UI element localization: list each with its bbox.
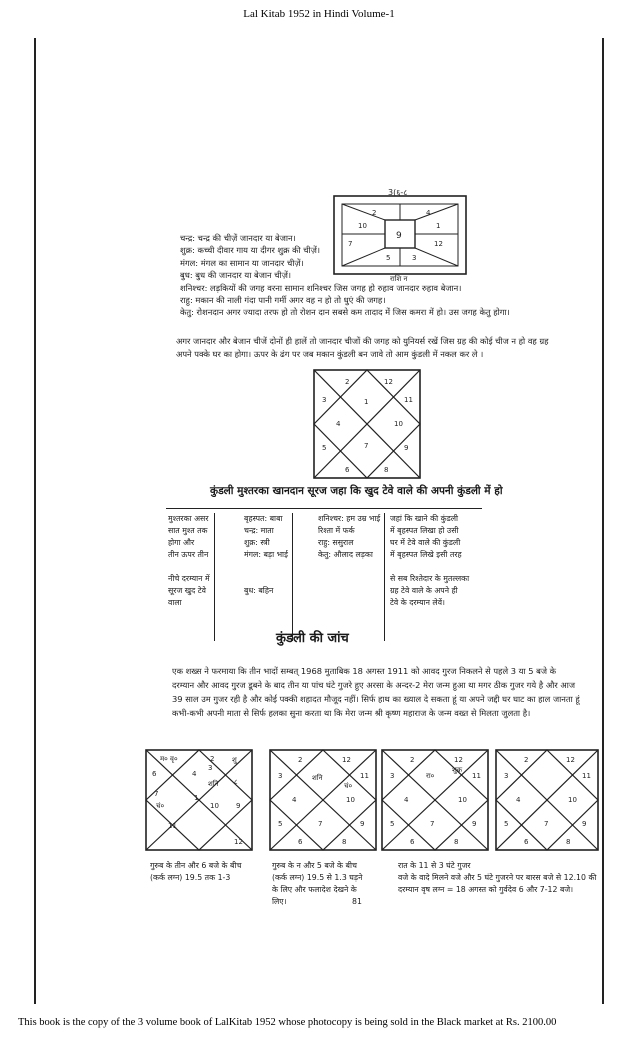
small-chart-2-mark: शनि xyxy=(312,774,323,782)
mid-chart-number: 2 xyxy=(345,378,350,386)
table-cell: रिश्ता में फर्क xyxy=(318,526,355,535)
small-chart-2-mark: 12 xyxy=(342,756,351,764)
caption-line: वजे के वादे मिलने वजे और 5 घंटे गुजरने पर बारस बजे से 12.10 की xyxy=(398,873,597,882)
mid-chart-number: 1 xyxy=(364,398,369,406)
table-column xyxy=(244,513,293,641)
house-paragraph xyxy=(176,335,600,360)
small-chart-4-mark: 5 xyxy=(504,820,509,828)
small-chart-3-mark: शुक्र xyxy=(452,766,463,774)
table-column xyxy=(318,513,385,641)
small-chart-3-mark: 11 xyxy=(472,772,481,780)
small-chart-4 xyxy=(494,748,600,852)
top-chart-number: 1 xyxy=(436,222,441,230)
small-chart-3-mark: 12 xyxy=(454,756,463,764)
small-chart-4-mark: 4 xyxy=(516,796,521,804)
table-cell xyxy=(244,573,288,585)
table-cell: शनिश्चर: हम उम्र भाई xyxy=(318,514,381,523)
table-cell: सात मुश्त तक xyxy=(168,526,208,535)
paragraph-line: कभी-कभी अपनी माता से सिर्फ हलका सुना करता था कि मेरा जन्म श्री कृष्ण महाराज के जन्म वख्त से मिलता जुलता है। xyxy=(172,708,531,718)
small-chart-1-mark: 11 xyxy=(168,822,177,830)
paragraph-line: 39 साल उम गुजर रही है और कोई पक्की शहादत मौजूद नहीं। सिर्फ हाथ का ख्याल दे सकता हूं या अपने जद्दी घर घाट का हाल जानता हूं xyxy=(172,694,580,704)
small-chart-3-mark: रा० xyxy=(426,772,435,780)
small-chart-2 xyxy=(268,748,378,852)
table-cell: राहु: ससुराल xyxy=(318,538,354,547)
paragraph-line: दरम्यान और आवद गुरज डूबने के बाद तीन या पांच घंटे गुजरे हुए अरसा के अन्दर-2 मेरा जन्म हुआ था मगर ठीक गुजर गये है और आज xyxy=(172,680,575,690)
table-cell: में बृहस्पत लिखा हो उसी xyxy=(390,526,459,535)
definition-line: मंगल: मंगल का सामान या जानदार चीज़ें। xyxy=(180,257,304,268)
heading-kundli-check: कुंडली की जांच xyxy=(276,631,349,646)
small-chart-4-mark: 3 xyxy=(504,772,509,780)
top-chart-number: 12 xyxy=(434,240,443,248)
table-cell: होगा और xyxy=(168,538,195,547)
mid-chart-number: 7 xyxy=(364,442,369,450)
small-chart-1-mark: 12 xyxy=(234,838,243,846)
small-chart-4-mark: 2 xyxy=(524,756,529,764)
mid-chart-number: 12 xyxy=(384,378,393,386)
mid-chart-number: 6 xyxy=(345,466,350,474)
mid-chart-number: 3 xyxy=(322,396,327,404)
small-chart-4-mark: 9 xyxy=(582,820,587,828)
paragraph-line: एक शख्स ने फरमाया कि तीन भादों सम्बत् 1968 मुताबिक 18 अगस्त 1911 को आवद गुरज निकलने से पहले 3 या 5 बजे के xyxy=(172,666,557,676)
top-chart-number: 9 xyxy=(396,231,402,241)
table-cell xyxy=(390,561,486,573)
paragraph-line: अगर जानदार और बेजान चीजें दोनों ही हालें तो जानदार चीजों की जगह को युनियर्स रखें जिस ग्रह की कोई चीज न हो वह ग्रह xyxy=(176,336,549,346)
definition-line: शुक्र: कच्ची दीवार गाय या दीगर शुक्र की चीज़ें। xyxy=(180,245,321,256)
small-chart-1 xyxy=(144,748,254,852)
small-chart-2-mark: 2 xyxy=(298,756,303,764)
caption-line: (कर्क लग्न) 19.5 तक 1-3 xyxy=(150,873,231,882)
caption-line: रात के 11 से 3 घंटे गुजर xyxy=(398,861,471,870)
small-chart-1-mark: 9 xyxy=(236,802,241,810)
heading-family-kundli: कुंडली मुश्तरका खानदान सूरज जहा कि खुद टेवे वाले की अपनी कुंडली में हो xyxy=(210,485,503,497)
table-cell: टेवे के दरम्यान लेवें। xyxy=(390,598,445,607)
small-chart-1-mark: 10 xyxy=(210,802,219,810)
table-cell xyxy=(168,561,210,573)
small-chart-3-mark: 3 xyxy=(390,772,395,780)
definition-line: चन्द्र: चन्द्र की चीज़ें जानदार या बेजान। xyxy=(180,233,296,243)
definition-line: राहु: मकान की नाली गंदा पानी गर्मी अगर वह न हो तो धुएं की जगह। xyxy=(180,295,386,306)
table-cell: ग्रह टेवे वाले के अपने ही xyxy=(390,586,458,595)
small-chart-2-mark: 5 xyxy=(278,820,283,828)
small-chart-2-mark: 6 xyxy=(298,838,303,846)
small-chart-1-mark: शु xyxy=(232,756,237,764)
middle-kundli-chart xyxy=(312,368,422,480)
small-chart-1-mark: शनि xyxy=(208,780,219,788)
caption-line: के लिए और फलादेश देखने के xyxy=(272,885,357,894)
chart-caption xyxy=(398,860,602,896)
table-cell: में बृहस्पत लिखे इसी तरह xyxy=(390,550,462,559)
caption-line: लिए। xyxy=(272,897,287,906)
small-chart-3-mark: 2 xyxy=(410,756,415,764)
mid-chart-number: 8 xyxy=(384,466,389,474)
page-footer: This book is the copy of the 3 volume book of LalKitab 1952 whose photocopy is being sold in the Black market at Rs. 2100.00 xyxy=(18,1017,557,1028)
definition-line: शनिश्चर: लड़कियों की जगह वरना सामान शनिश्चर जिस जगह हो रुहाव जानदार रुहाव बेजान। xyxy=(180,282,462,293)
table-cell: घर में टेवे वाले की कुंडली xyxy=(390,538,461,547)
small-chart-3 xyxy=(380,748,490,852)
top-chart-number: 4 xyxy=(426,209,431,217)
small-chart-1-mark: 4 xyxy=(192,770,197,778)
small-chart-2-mark: चं० xyxy=(344,782,353,790)
table-cell: से सब रिश्तेदार के मुतल्लका xyxy=(390,574,470,583)
chart-caption xyxy=(150,860,241,884)
top-chart-number: 5 xyxy=(386,254,391,262)
table-cell: चन्द्र: माता xyxy=(244,526,274,535)
small-chart-3-mark: 9 xyxy=(472,820,477,828)
small-chart-3-mark: 8 xyxy=(454,838,459,846)
small-chart-3-mark: 4 xyxy=(404,796,409,804)
mid-chart-number: 4 xyxy=(336,420,341,428)
chart-caption xyxy=(272,860,362,908)
table-cell: जहां कि खाने की कुंडली xyxy=(390,514,459,523)
small-chart-2-mark: 10 xyxy=(346,796,355,804)
small-chart-2-mark: 9 xyxy=(360,820,365,828)
small-chart-4-mark: 8 xyxy=(566,838,571,846)
definition-line: केतु: रोशनदान अगर ज्यादा तरफ हो तो रोशन दान सबसे कम तादाद में जिस कमरा में हो। उस जगह केतु होगा। xyxy=(180,307,510,318)
caption-line: गुरुब के न और 5 बजे के बीच xyxy=(272,861,357,870)
small-chart-4-mark: 6 xyxy=(524,838,529,846)
table-cell: तीन ऊपर तीन xyxy=(168,550,209,559)
mid-chart-number: 11 xyxy=(404,396,413,404)
small-chart-1-mark: 6 xyxy=(152,770,157,778)
small-chart-3-mark: 6 xyxy=(410,838,415,846)
small-chart-3-mark: 5 xyxy=(390,820,395,828)
relations-table xyxy=(166,508,482,641)
table-cell: मुश्तरका असर xyxy=(168,514,209,523)
table-cell: शुक्र: स्त्री xyxy=(244,538,270,547)
paragraph-line: अपने पक्के घर का होगा। ऊपर के ढंग पर जब मकान कुंडली बन जावे तो आम कुंडली में नकल कर ले । xyxy=(176,348,484,359)
table-cell xyxy=(244,561,288,573)
small-chart-1-mark: ८ xyxy=(234,778,238,786)
small-chart-1-mark: म० वृ० xyxy=(160,755,178,763)
small-chart-4-mark: 10 xyxy=(568,796,577,804)
small-chart-4-mark: 12 xyxy=(566,756,575,764)
small-chart-2-mark: 11 xyxy=(360,772,369,780)
kundli-check-paragraph xyxy=(172,664,602,720)
small-chart-2-mark: 3 xyxy=(278,772,283,780)
planet-definitions xyxy=(180,232,600,319)
definition-line: बुध: बुध की जानदार या बेजान चीज़ें। xyxy=(180,270,292,281)
right-edge-line xyxy=(602,38,604,1004)
mid-chart-number: 9 xyxy=(404,444,409,452)
table-cell: बृहस्पत: बाबा xyxy=(244,514,283,523)
caption-line: दरम्यान वृष लग्न = 18 अगस्त को गुर्वदेव 6 और 7-12 बजे। xyxy=(398,885,574,894)
small-chart-1-mark: चं० xyxy=(156,802,165,810)
page-number: 81 xyxy=(352,897,362,906)
table-cell: मंगल: बड़ा भाई xyxy=(244,550,288,559)
top-chart-number: 3 xyxy=(412,254,417,262)
small-chart-2-mark: 8 xyxy=(342,838,347,846)
mid-chart-number: 10 xyxy=(394,420,403,428)
table-cell: वाला xyxy=(168,598,182,607)
table-cell: सूरज खुद टेवे xyxy=(168,586,206,595)
small-chart-2-mark: 7 xyxy=(318,820,323,828)
page-header: Lal Kitab 1952 in Hindi Volume-1 xyxy=(243,8,395,20)
top-chart-number: 10 xyxy=(358,222,367,230)
left-edge-line xyxy=(34,38,36,1004)
top-chart-number: 2 xyxy=(372,209,377,217)
table-cell: केतु: औलाद लड़का xyxy=(318,550,373,559)
table-column xyxy=(168,513,215,641)
table-cell: नीचे दरम्यान में xyxy=(168,574,210,583)
small-chart-2-mark: 4 xyxy=(292,796,297,804)
small-chart-4-mark: 11 xyxy=(582,772,591,780)
table-column xyxy=(390,513,486,609)
small-chart-1-mark: 2 xyxy=(210,755,215,763)
top-chart-number: 7 xyxy=(348,240,353,248)
top-chart-top-label: 3(६-८ xyxy=(388,188,408,197)
table-cell: बुध: बहिन xyxy=(244,586,274,595)
small-chart-4-mark: 7 xyxy=(544,820,549,828)
mid-chart-number: 5 xyxy=(322,444,327,452)
small-chart-1-mark: 7 xyxy=(154,790,159,798)
small-chart-3-mark: 10 xyxy=(458,796,467,804)
top-chart-bottom-label: राशि न xyxy=(390,275,408,282)
caption-line: गुरुब के तीन और 6 बजे के बीच xyxy=(150,861,242,870)
small-chart-1-mark: 3 xyxy=(208,764,213,772)
caption-line: (कर्क लग्न) 19.5 से 1.3 घड़ने xyxy=(272,873,363,882)
small-chart-3-mark: 7 xyxy=(430,820,435,828)
small-chart-1-mark: 1 xyxy=(194,794,199,802)
